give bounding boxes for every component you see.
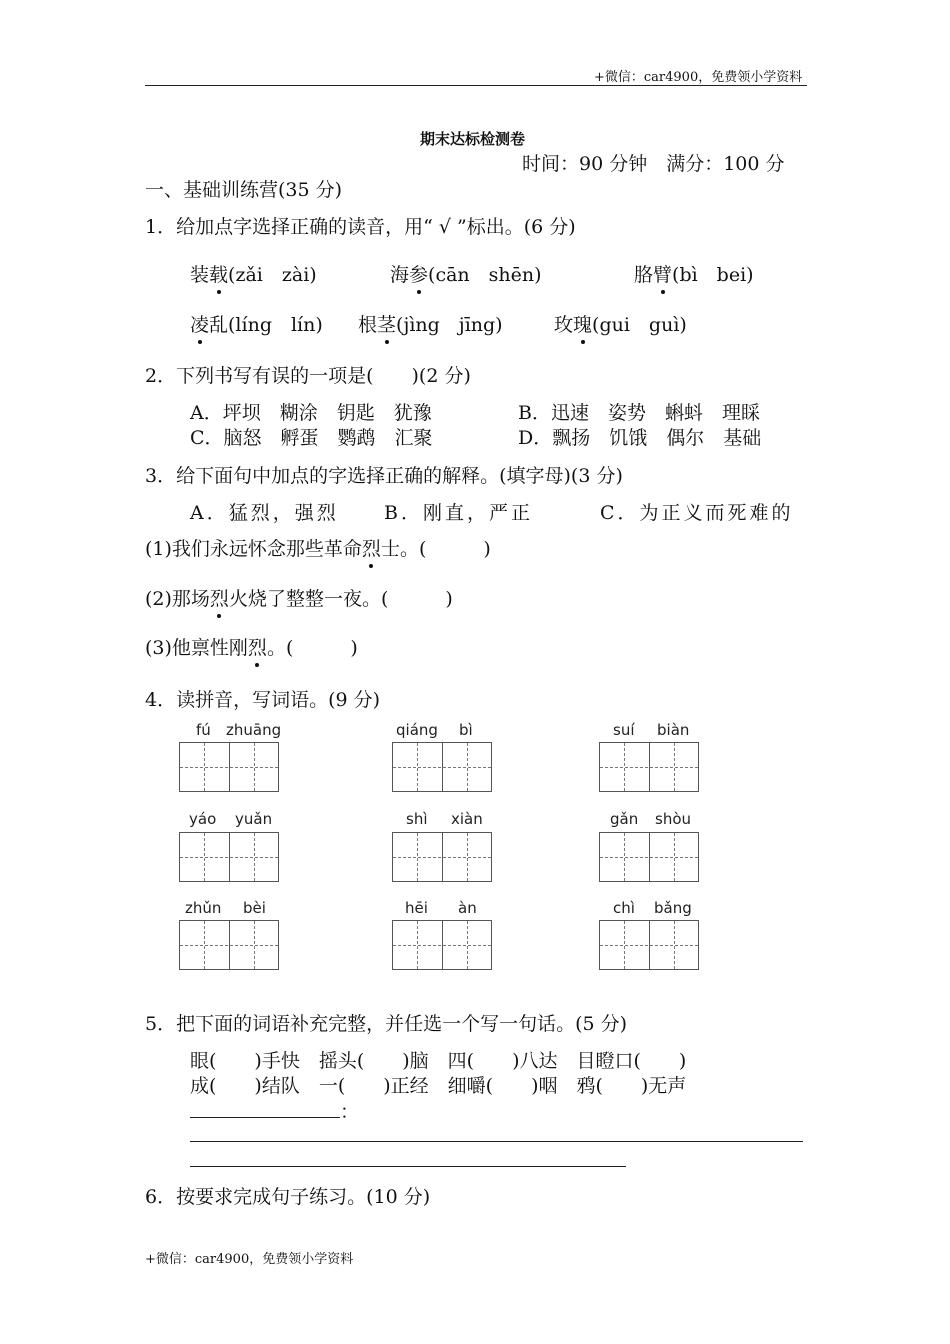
pinyin-label: fú: [196, 721, 211, 739]
pinyin-label: àn: [458, 899, 477, 917]
emphasis-dot-char: 茎: [377, 310, 396, 337]
q1-item: 根茎 (jìng jīng): [358, 310, 503, 337]
q5-row-2: 成( )结队 一( )正经 细嚼( )咽 鸦( )无声: [190, 1075, 687, 1097]
writing-grid[interactable]: [392, 920, 492, 970]
answer-line[interactable]: [190, 1166, 626, 1167]
emphasis-dot-char: 烈: [210, 584, 229, 611]
header-rule: [145, 85, 807, 86]
pinyin-label: qiáng: [396, 721, 438, 739]
pinyin-label: bì: [459, 721, 473, 739]
question-1-stem: 1．给加点字选择正确的读音，用“ √ ”标出。(6 分): [145, 216, 576, 238]
q1-item: 装载 (zǎi zài): [190, 260, 317, 287]
writing-grid[interactable]: [179, 920, 279, 970]
answer-line[interactable]: [190, 1117, 340, 1118]
question-4-stem: 4．读拼音，写词语。(9 分): [145, 689, 381, 711]
pinyin-label: zhǔn: [185, 899, 222, 917]
writing-grid[interactable]: [392, 832, 492, 882]
q1-item: 玫瑰 (gui guì): [554, 310, 687, 337]
pinyin-label: shì: [406, 810, 428, 828]
q2-option-a: A．坪坝 糊涂 钥匙 犹豫: [190, 402, 432, 424]
pinyin-label: zhuāng: [226, 721, 282, 739]
question-6-stem: 6．按要求完成句子练习。(10 分): [145, 1186, 431, 1208]
q1-item: 胳臂 (bì bei): [634, 260, 754, 287]
writing-grid[interactable]: [179, 832, 279, 882]
pinyin-label: yáo: [189, 810, 217, 828]
emphasis-dot-char: 臂: [653, 260, 672, 287]
answer-colon: ：: [340, 1101, 360, 1123]
q1-item: 凌 乱(líng lín): [190, 310, 323, 337]
pinyin-label: suí: [613, 721, 635, 739]
pinyin-label: gǎn: [610, 810, 639, 828]
writing-grid[interactable]: [599, 832, 699, 882]
pinyin-label: xiàn: [451, 810, 483, 828]
question-3-stem: 3．给下面句中加点的字选择正确的解释。(填字母)(3 分): [145, 465, 623, 487]
pinyin-label: chì: [613, 899, 635, 917]
q3-sentence-2: (2)那场烈 火烧了整整一夜。( ): [145, 584, 453, 611]
writing-grid[interactable]: [599, 920, 699, 970]
q5-row-1: 眼( )手快 摇头( )脑 四( )八达 目瞪口( ): [190, 1050, 687, 1072]
question-5-stem: 5．把下面的词语补充完整，并任选一个写一句话。(5 分): [145, 1013, 628, 1035]
pinyin-label: biàn: [657, 721, 690, 739]
q3-option-a: A．猛烈，强烈: [190, 502, 339, 524]
q2-option-b: B．迅速 姿势 蝌蚪 理睬: [518, 402, 760, 424]
pinyin-label: bǎng: [654, 899, 692, 917]
q3-option-b: B．刚直，严正: [384, 502, 533, 524]
q2-option-d: D．飘扬 饥饿 偶尔 基础: [518, 427, 762, 449]
pinyin-label: yuǎn: [235, 810, 273, 828]
emphasis-dot-char: 烈: [248, 633, 267, 660]
writing-grid[interactable]: [392, 742, 492, 792]
q1-item: 海参 (cān shēn): [390, 260, 542, 287]
emphasis-dot-char: 瑰: [573, 310, 592, 337]
q3-option-c: C．为正义而死难的: [600, 502, 794, 524]
emphasis-dot-char: 凌: [190, 310, 209, 337]
footer-watermark: +微信：car4900，免费领小学资料: [145, 1252, 354, 1267]
question-2-stem: 2．下列书写有误的一项是( )(2 分): [145, 365, 471, 387]
q3-sentence-3: (3)他禀性刚烈 。( ): [145, 633, 358, 660]
pinyin-label: hēi: [405, 899, 428, 917]
emphasis-dot-char: 烈: [362, 534, 381, 561]
emphasis-dot-char: 参: [409, 260, 428, 287]
answer-line[interactable]: [190, 1141, 803, 1142]
q2-option-c: C．脑怒 孵蛋 鹦鹉 汇聚: [190, 427, 433, 449]
writing-grid[interactable]: [179, 742, 279, 792]
page-title: 期末达标检测卷: [420, 130, 526, 148]
emphasis-dot-char: 载: [209, 260, 228, 287]
pinyin-label: shòu: [655, 810, 692, 828]
section-heading: 一、基础训练营(35 分): [145, 179, 343, 201]
header-watermark: +微信：car4900，免费领小学资料: [594, 70, 803, 85]
writing-grid[interactable]: [599, 742, 699, 792]
pinyin-label: bèi: [243, 899, 266, 917]
exam-meta: 时间：90 分钟 满分：100 分: [522, 153, 785, 175]
q3-sentence-1: (1)我们永远怀念那些革命烈 士。( ): [145, 534, 491, 561]
